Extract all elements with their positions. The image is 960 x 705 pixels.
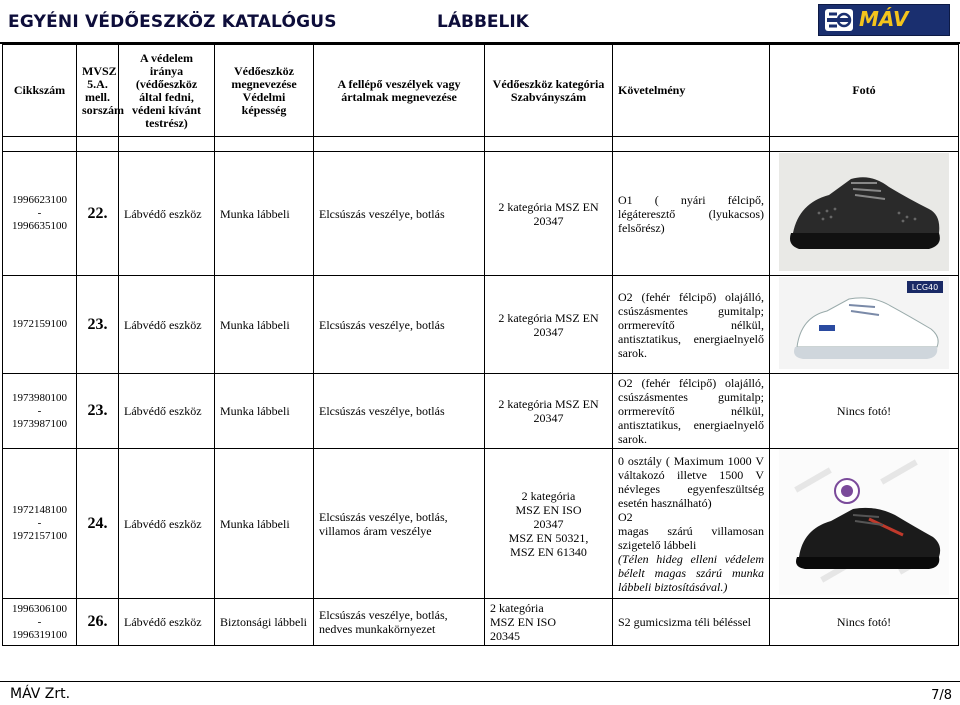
cikkszam-dash: -: [37, 615, 42, 628]
black-perforated-shoe-image: [779, 153, 949, 271]
cikkszam-to: 1973987100: [12, 417, 67, 430]
megnevezes-cell: Biztonsági lábbeli: [215, 599, 314, 646]
kovetelmeny-note: (Télen hideg elleni védelem bélelt magas szárú munka lábbeli biztosításával.): [618, 551, 764, 594]
cikkszam-dash: -: [37, 404, 42, 417]
page-number: 7/8: [931, 688, 952, 703]
col-header-vedelem-iranya: A védelem iránya (védőeszköz által fedni, védeni kívánt testrész): [119, 45, 215, 137]
col-header-kategoria: Védőeszköz kategória Szabványszám: [485, 45, 613, 137]
kategoria-line: 2 kategória: [521, 488, 576, 503]
cikkszam-cell: 1972159100: [3, 276, 77, 374]
cikkszam-from: 1973980100: [12, 391, 67, 404]
megnevezes-cell: Munka lábbeli: [215, 449, 314, 599]
kategoria-cell: 2 kategória MSZ EN 20347: [485, 276, 613, 374]
sorszam-cell: 24.: [77, 449, 119, 599]
col-header-cikkszam: Cikkszám: [3, 45, 77, 137]
table-row: [3, 449, 959, 599]
kategoria-line: 2 kategória: [490, 601, 544, 615]
catalog-table: [2, 44, 959, 646]
photo-cell: [770, 449, 959, 599]
col-header-mvsz: MVSZ 5.A. mell. sorszám: [77, 45, 119, 137]
document-subtitle: LÁBBELIK: [437, 12, 529, 32]
kategoria-line: MSZ EN 61340: [510, 544, 587, 559]
table-row: [3, 599, 959, 646]
kategoria-line: 20347: [533, 516, 564, 531]
megnevezes-cell: Munka lábbeli: [215, 276, 314, 374]
kategoria-line: MSZ EN ISO: [490, 615, 557, 629]
col-header-megnevezes: Védőeszköz megnevezése Védelmi képesség: [215, 45, 314, 137]
kategoria-cell: 2 kategória MSZ EN 20347: [485, 374, 613, 449]
cikkszam-cell: [3, 152, 77, 276]
kovetelmeny-cell: O2 (fehér félcipő) olajálló, csúszásmentes gumitalp; orrmerevítő nélkül, antisztatikus, energiaelnyelő sarok.: [613, 276, 770, 374]
kovetelmeny-cell: O1 ( nyári félcipő, légáteresztő (lyukacsos) felsőrész): [613, 152, 770, 276]
svg-text:LCG40: LCG40: [911, 283, 939, 292]
table-row: [3, 276, 959, 374]
megnevezes-cell: Munka lábbeli: [215, 152, 314, 276]
sorszam-cell: 22.: [77, 152, 119, 276]
sorszam-cell: 23.: [77, 374, 119, 449]
logo-text: MÁV: [859, 7, 909, 31]
cikkszam-to: 1996319100: [12, 628, 67, 641]
vedelem-cell: Lábvédő eszköz: [119, 276, 215, 374]
header-bar: [0, 0, 960, 44]
cikkszam-to: 1972157100: [12, 530, 67, 542]
cikkszam-to: 1996635100: [12, 220, 67, 232]
no-photo-cell: Nincs fotó!: [770, 599, 959, 646]
sorszam-cell: 23.: [77, 276, 119, 374]
col-header-veszelyek: A fellépő veszélyek vagy ártalmak megnevezése: [314, 45, 485, 137]
veszely-cell: Elcsúszás veszélye, botlás: [314, 152, 485, 276]
veszely-cell: Elcsúszás veszélye, botlás: [314, 374, 485, 449]
veszely-cell: Elcsúszás veszélye, botlás, villamos áram veszélye: [314, 449, 485, 599]
veszely-cell: Elcsúszás veszélye, botlás: [314, 276, 485, 374]
col-header-kovetelmeny: Követelmény: [613, 45, 770, 137]
kategoria-cell: 2 kategória MSZ EN 20347: [485, 152, 613, 276]
sorszam-cell: 26.: [77, 599, 119, 646]
kovetelmeny-cell: S2 gumicsizma téli béléssel: [613, 599, 770, 646]
mav-emblem-icon: [825, 9, 853, 31]
no-photo-cell: Nincs fotó!: [770, 374, 959, 449]
veszely-cell: Elcsúszás veszélye, botlás, nedves munkakörnyezet: [314, 599, 485, 646]
kategoria-cell: [485, 449, 613, 599]
kovetelmeny-cell: O2 (fehér félcipő) olajálló, csúszásmentes gumitalp; orrmerevítő nélkül, antisztatikus, energiaelnyelő sarok.: [613, 374, 770, 449]
table-row: [3, 374, 959, 449]
document-title: EGYÉNI VÉDŐESZKÖZ KATALÓGUS: [8, 12, 337, 32]
kategoria-cell: [485, 599, 613, 646]
photo-cell: [770, 152, 959, 276]
vedelem-cell: Lábvédő eszköz: [119, 599, 215, 646]
footer-divider: [0, 681, 960, 682]
cikkszam-dash: -: [37, 517, 42, 529]
cikkszam-cell: [3, 449, 77, 599]
kovetelmeny-line: 0 osztály ( Maximum 1000 V váltakozó illetve 1500 V névleges egyenfeszültség esetén használható): [618, 453, 764, 510]
megnevezes-cell: Munka lábbeli: [215, 374, 314, 449]
kategoria-line: MSZ EN 50321,: [508, 530, 589, 545]
cikkszam-from: 1996623100: [12, 194, 67, 206]
black-insulated-shoe-image: [779, 449, 949, 595]
vedelem-cell: Lábvédő eszköz: [119, 152, 215, 276]
cikkszam-cell: [3, 374, 77, 449]
cikkszam-cell: [3, 599, 77, 646]
photo-cell: [770, 276, 959, 374]
cikkszam-from: 1972148100: [12, 504, 67, 516]
cikkszam-from: 1996306100: [12, 602, 67, 615]
header-row: [3, 45, 959, 137]
white-shoe-image: [779, 277, 949, 369]
cikkszam-dash: -: [37, 207, 42, 219]
col-header-foto: Fotó: [770, 45, 959, 137]
kovetelmeny-line: O2: [618, 509, 633, 524]
kategoria-line: MSZ EN ISO: [515, 502, 582, 517]
vedelem-cell: Lábvédő eszköz: [119, 374, 215, 449]
kovetelmeny-line: magas szárú villamosan szigetelő lábbeli: [618, 523, 764, 552]
vedelem-cell: Lábvédő eszköz: [119, 449, 215, 599]
kategoria-line: 20345: [490, 629, 520, 643]
table-row: [3, 152, 959, 276]
kovetelmeny-cell: [613, 449, 770, 599]
footer-company: MÁV Zrt.: [10, 686, 71, 702]
mav-logo: [818, 4, 950, 36]
